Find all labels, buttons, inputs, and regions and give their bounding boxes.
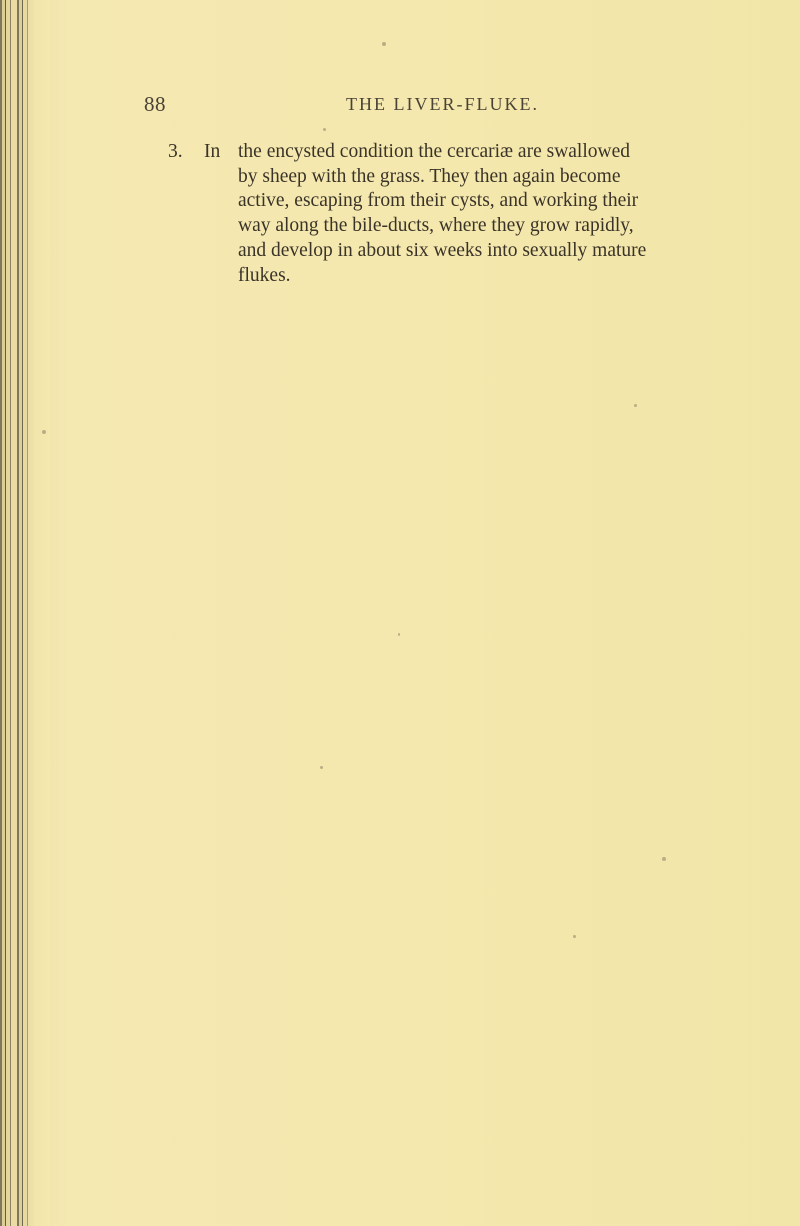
paper-speck: [634, 404, 637, 407]
binding-shadow: [20, 0, 50, 1226]
paragraph-line: way along the bile-ducts, where they grow rapidly,: [238, 215, 634, 237]
running-title: THE LIVER-FLUKE.: [346, 94, 539, 114]
paragraph-line: and develop in about six weeks into sexually mature: [238, 239, 647, 261]
paragraph-first-word: In: [204, 141, 221, 162]
paragraph-number: 3.: [168, 141, 183, 162]
paper-speck: [320, 766, 323, 769]
paper-speck: [573, 935, 576, 938]
paragraph-body: [238, 140, 758, 288]
paragraph-line: flukes.: [238, 264, 291, 286]
paragraph-line: by sheep with the grass. They then again become: [238, 165, 621, 187]
paper-speck: [323, 128, 326, 131]
paper-speck: [382, 42, 386, 46]
running-head: [140, 92, 700, 122]
paragraph-line: active, escaping from their cysts, and working their: [238, 190, 639, 212]
paper-speck: [398, 633, 400, 636]
page-number: 88: [144, 92, 166, 116]
paper-speck: [42, 430, 46, 434]
paper-speck: [662, 857, 666, 861]
paragraph-line: the encysted condition the cercariæ are swallowed: [238, 141, 631, 162]
